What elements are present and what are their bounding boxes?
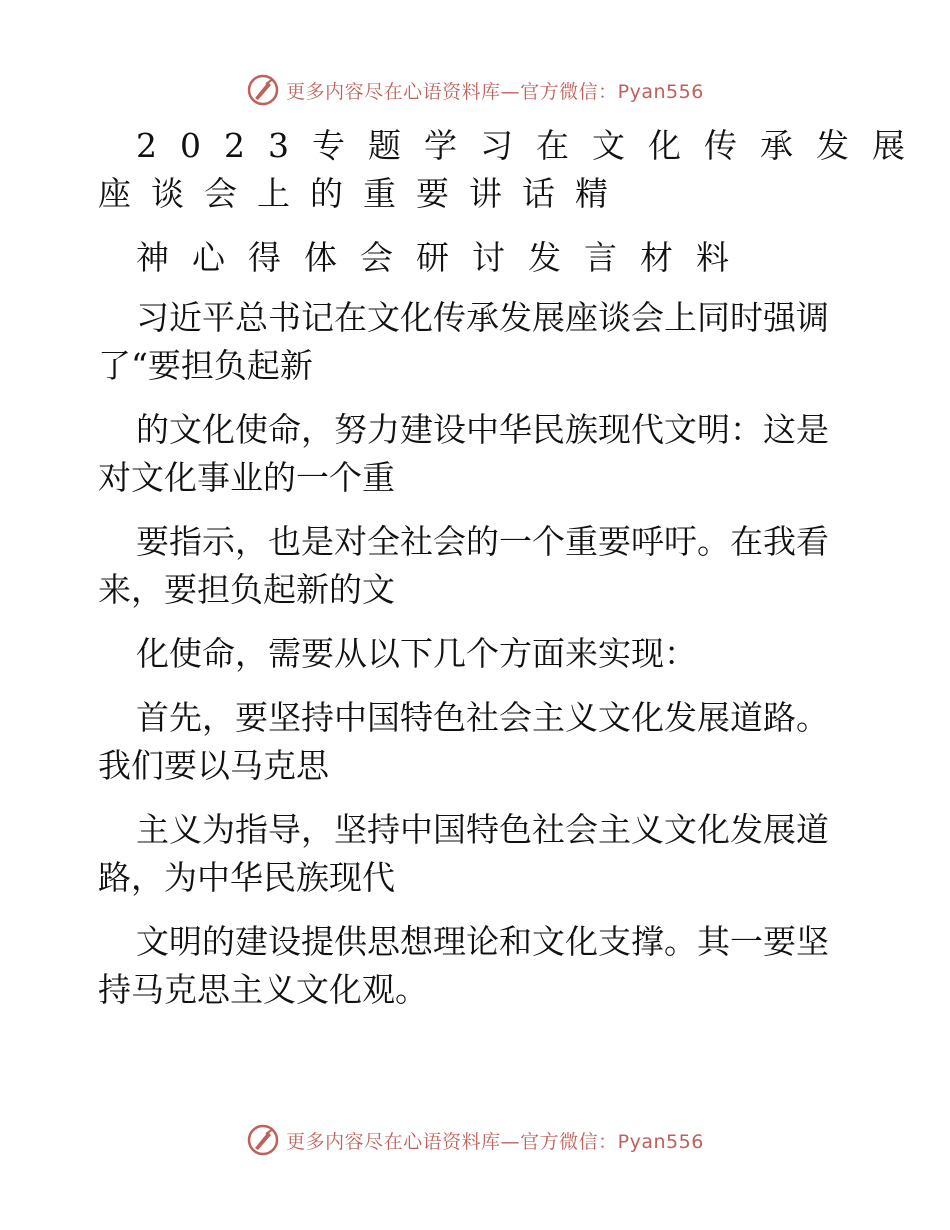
document-body: [98, 122, 928, 1014]
paragraph-line: 了“要担负起新: [98, 346, 313, 385]
watermark-text: 更多内容尽在心语资料库—官方微信：Pyan556: [286, 80, 704, 103]
paragraph-line: 文明的建设提供思想理论和文化支撑。其一要坚: [136, 922, 829, 961]
quill-logo-icon: [246, 1123, 280, 1157]
paragraph-line: 主义为指导，坚持中国特色社会主义文化发展道: [136, 810, 829, 849]
paragraph-line: 化使命，需要从以下几个方面来实现：: [136, 634, 697, 673]
doc-title-line-2: 座谈会上的重要讲话精: [98, 174, 628, 213]
doc-title-line-1: 2023专题学习在文化传承发展: [136, 126, 928, 165]
watermark-text: 更多内容尽在心语资料库—官方微信：Pyan556: [286, 1130, 704, 1153]
doc-title-line-3: 神心得体会研讨发言材料: [136, 238, 752, 277]
paragraph-line: 要指示，也是对全社会的一个重要呼吁。在我看: [136, 522, 829, 561]
paragraph-line: 习近平总书记在文化传承发展座谈会上同时强调: [136, 298, 829, 337]
paragraph-line: 路，为中华民族现代: [98, 858, 395, 897]
paragraph-line: 的文化使命，努力建设中华民族现代文明：这是: [136, 410, 829, 449]
paragraph-line: 对文化事业的一个重: [98, 458, 395, 497]
header-watermark: [0, 70, 950, 110]
paragraph-line: 来，要担负起新的文: [98, 570, 395, 609]
footer-watermark: [0, 1120, 950, 1160]
paragraph-line: 持马克思主义文化观。: [98, 970, 428, 1009]
quill-logo-icon: [246, 73, 280, 107]
paragraph-line: 我们要以马克思: [98, 746, 329, 785]
paragraph-line: 首先，要坚持中国特色社会主义文化发展道路。: [136, 698, 829, 737]
